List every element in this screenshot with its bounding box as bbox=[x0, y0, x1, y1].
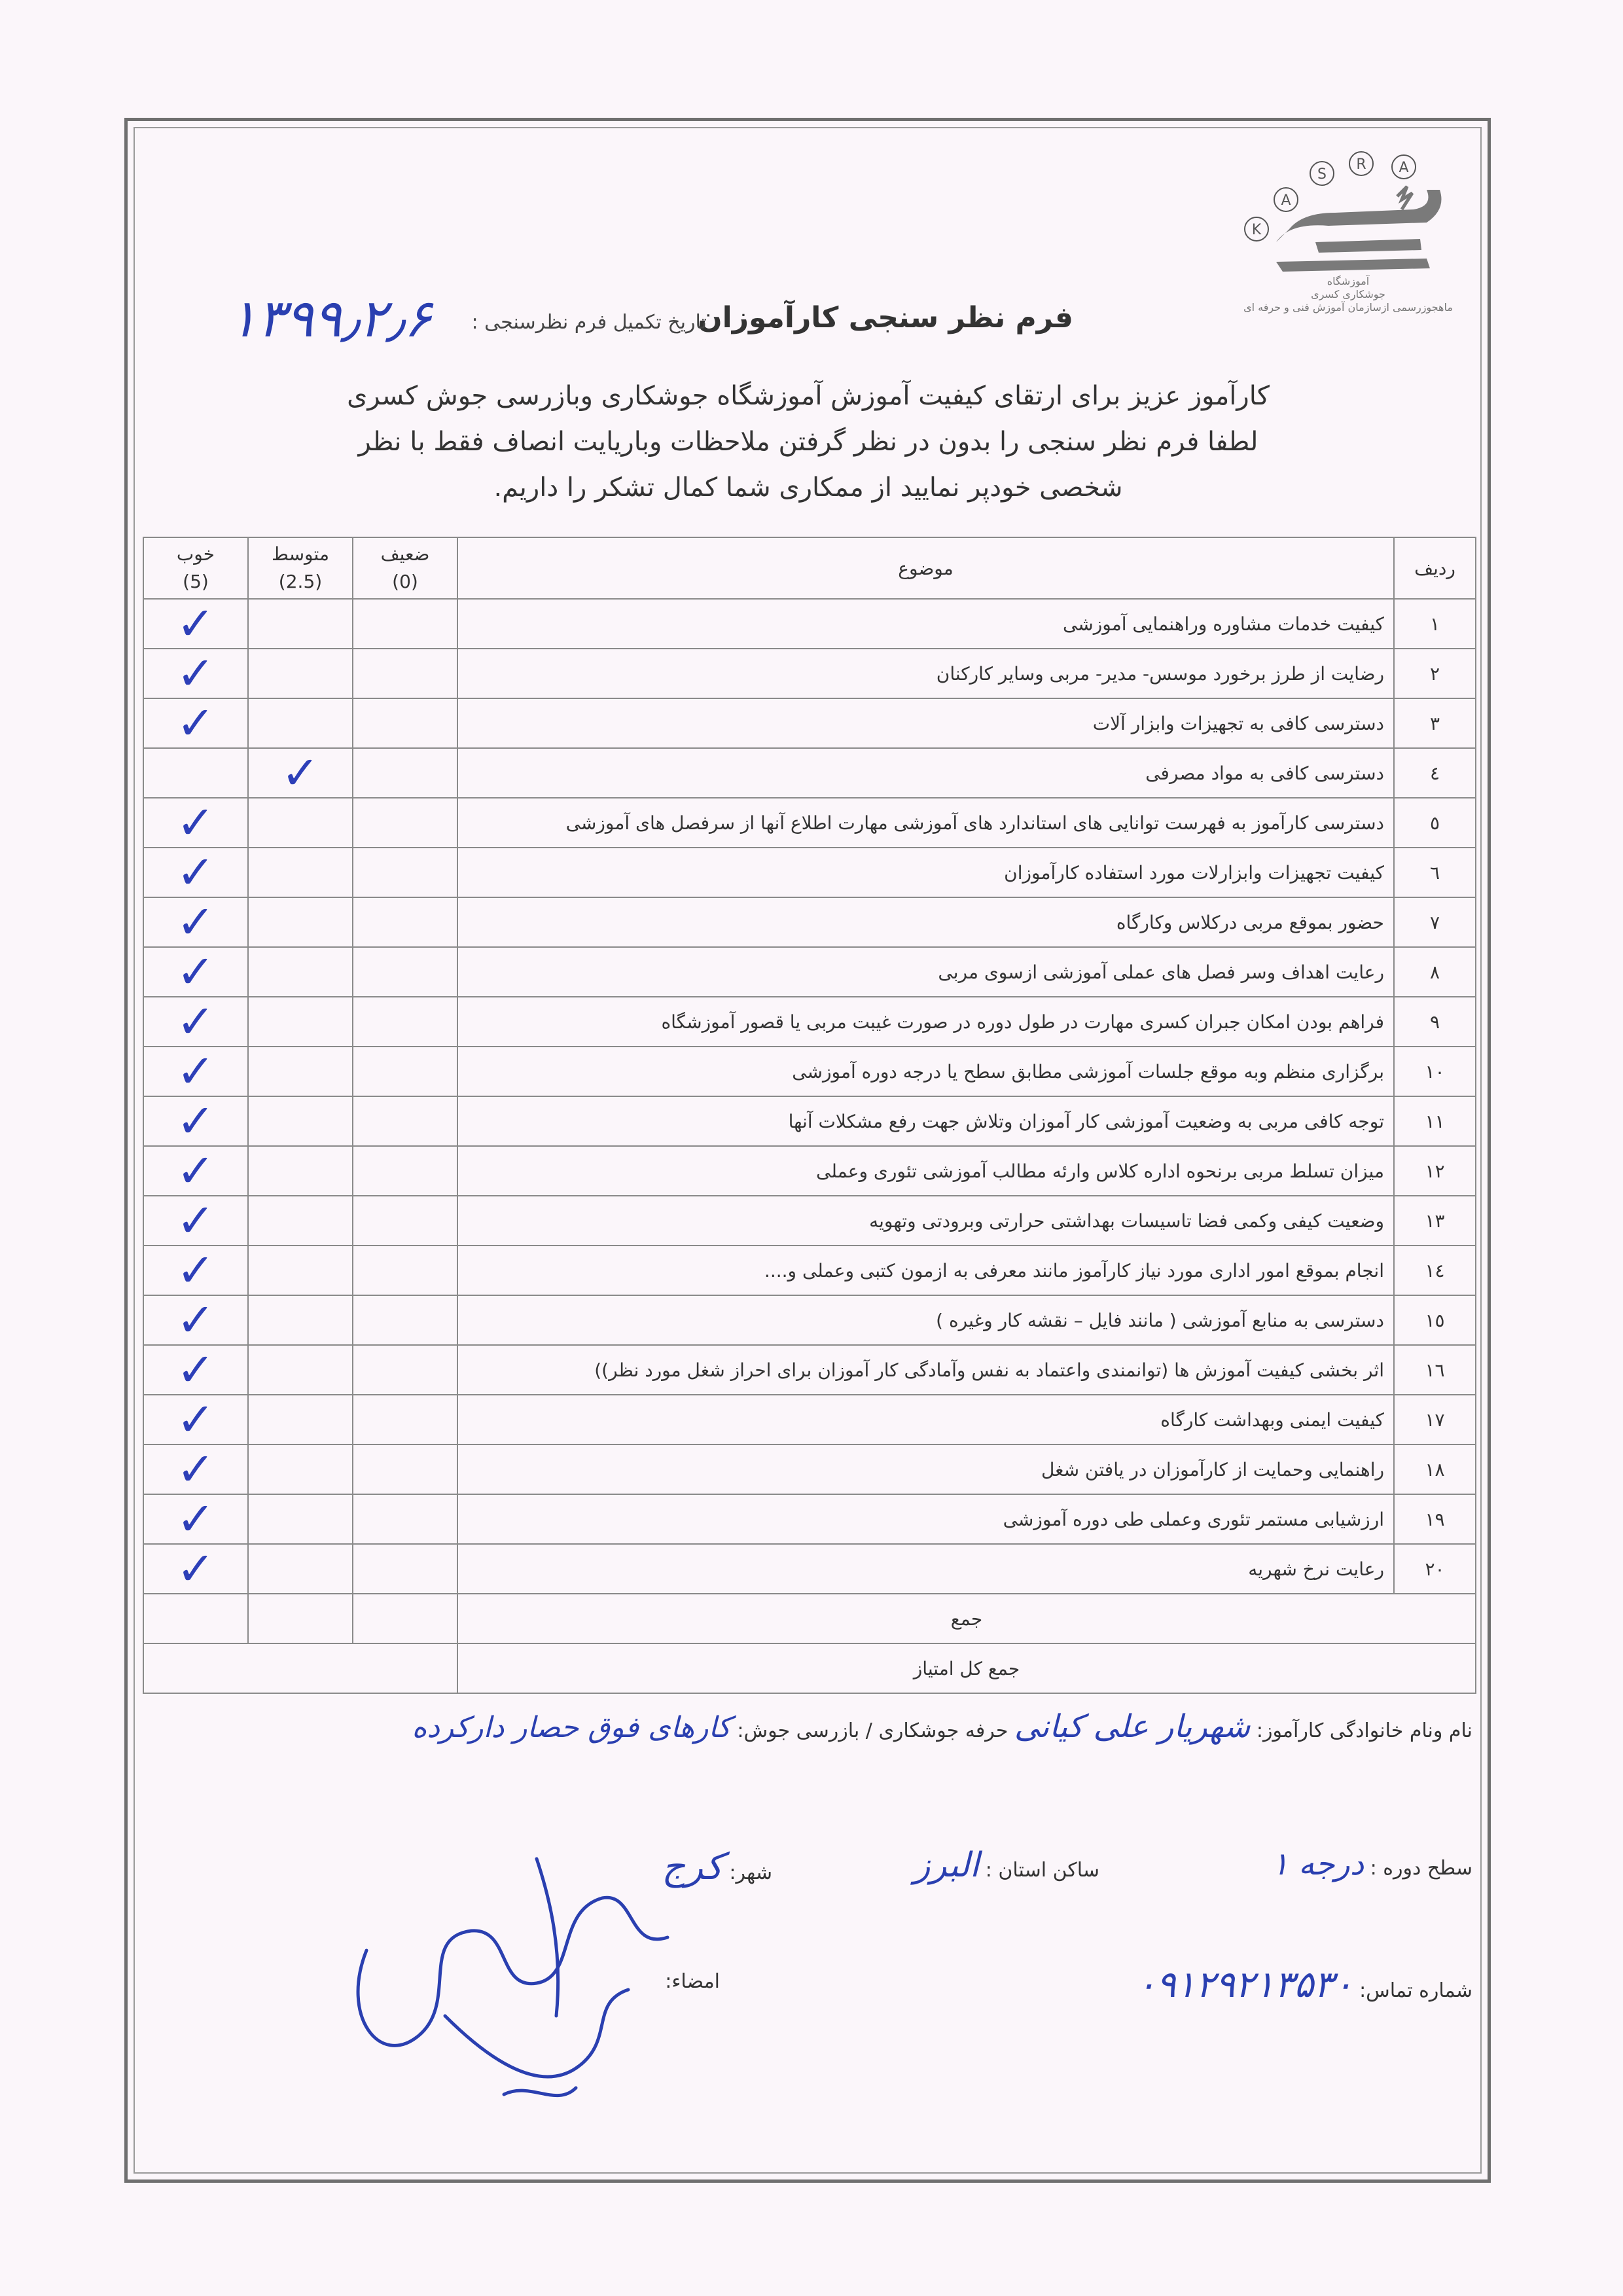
phone-field bbox=[1137, 1964, 1472, 2006]
form-title: فرم نظر سنجی کارآموزان bbox=[698, 301, 1073, 334]
check-mark-icon: ✓ bbox=[176, 1442, 215, 1496]
check-mark-icon: ✓ bbox=[176, 1243, 215, 1297]
row-topic: برگزاری منظم وبه موقع جلسات آموزشی مطابق سطح یا درجه دوره آموزشی bbox=[457, 1047, 1394, 1096]
check-mark-icon: ✓ bbox=[176, 1193, 215, 1247]
check-mark-icon: ✓ bbox=[176, 845, 215, 899]
rating-cell-good[interactable] bbox=[143, 1295, 248, 1345]
header-weak-label: ضعیف bbox=[380, 543, 430, 565]
rating-cell-weak[interactable] bbox=[353, 1096, 457, 1146]
rating-cell-medium[interactable] bbox=[248, 599, 353, 649]
rating-cell-good[interactable] bbox=[143, 1044, 248, 1098]
rating-cell-good[interactable] bbox=[143, 1444, 248, 1494]
row-number: ۱۸ bbox=[1394, 1444, 1476, 1494]
table-row bbox=[143, 698, 1476, 748]
rating-cell-medium[interactable] bbox=[248, 798, 353, 848]
row-topic: اثر بخشی کیفیت آموزش ها (توانمندی واعتماد به نفس وآمادگی کار آموزان برای احراز شغل مورد نظر)) bbox=[457, 1345, 1394, 1395]
table-row bbox=[143, 1494, 1476, 1544]
check-mark-icon: ✓ bbox=[176, 1094, 215, 1148]
rating-cell-medium[interactable] bbox=[248, 1295, 353, 1345]
check-mark-icon: ✓ bbox=[176, 696, 215, 750]
province-field bbox=[914, 1846, 1099, 1885]
row-number: ۱۱ bbox=[1394, 1096, 1476, 1146]
table-row bbox=[143, 798, 1476, 848]
sum-medium-cell bbox=[248, 1594, 353, 1643]
rating-cell-good[interactable] bbox=[143, 646, 248, 700]
rating-cell-good[interactable] bbox=[143, 1494, 248, 1544]
row-number: ۱۳ bbox=[1394, 1196, 1476, 1246]
header-weak bbox=[353, 537, 457, 599]
table-row bbox=[143, 1544, 1476, 1594]
row-topic: دسترسی کافی به تجهیزات وابزار آلات bbox=[457, 698, 1394, 748]
rating-cell-weak[interactable] bbox=[353, 1146, 457, 1196]
header-num: ردیف bbox=[1394, 537, 1476, 599]
row-topic: رعایت اهداف وسر فصل های عملی آموزشی ازسوی مربی bbox=[457, 947, 1394, 997]
sum-row bbox=[143, 1594, 1476, 1643]
table-row bbox=[143, 1246, 1476, 1295]
row-topic: توجه کافی مربی به وضعیت آموزشی کار آموزان وتلاش جهت رفع مشکلات آنها bbox=[457, 1096, 1394, 1146]
row-topic: راهنمایی وحمایت از کارآموزان در یافتن شغل bbox=[457, 1444, 1394, 1494]
survey-table bbox=[143, 537, 1476, 1694]
table-row bbox=[143, 1395, 1476, 1444]
table-row bbox=[143, 649, 1476, 698]
table-row bbox=[143, 897, 1476, 947]
rating-cell-good[interactable] bbox=[143, 1243, 248, 1297]
logo-caption-line2: جوشکاری کسری bbox=[1311, 288, 1385, 300]
header-medium-label: متوسط bbox=[272, 543, 329, 565]
logo-spark bbox=[1397, 187, 1412, 209]
rating-cell-medium[interactable] bbox=[248, 1544, 353, 1594]
rating-cell-good[interactable] bbox=[143, 897, 248, 947]
rating-cell-weak[interactable] bbox=[353, 1494, 457, 1544]
rating-cell-weak[interactable] bbox=[353, 599, 457, 649]
province-label: ساکن استان : bbox=[985, 1859, 1099, 1882]
rating-cell-good[interactable] bbox=[143, 795, 248, 850]
date-label: تاریخ تکمیل فرم نظرسنجی : bbox=[471, 311, 707, 334]
province-value: البرز bbox=[914, 1846, 980, 1885]
logo-letter-circles bbox=[1245, 152, 1416, 241]
row-number: ٥ bbox=[1394, 798, 1476, 848]
name-value: شهریار علی کیانی bbox=[1014, 1708, 1251, 1745]
rating-cell-medium[interactable] bbox=[248, 649, 353, 698]
row-topic: دسترسی کارآموز به فهرست توانایی های استاندارد های آموزشی مهارت اطلاع آنها از سرفصل های آموزشی bbox=[457, 798, 1394, 848]
rating-cell-good[interactable] bbox=[143, 1392, 248, 1446]
rating-cell-weak[interactable] bbox=[353, 897, 457, 947]
header-weak-score: (0) bbox=[392, 571, 418, 592]
row-topic: رضایت از طرز برخورد موسس- مدیر- مربی وسایر کارکنان bbox=[457, 649, 1394, 698]
total-value-cell bbox=[143, 1643, 457, 1693]
table-header-row bbox=[143, 537, 1476, 599]
row-topic: وضعیت کیفی وکمی فضا تاسیسات بهداشتی حرارتی وبرودتی وتهویه bbox=[457, 1196, 1394, 1246]
logo-circle-s: S bbox=[1317, 166, 1327, 183]
rating-cell-medium[interactable] bbox=[248, 1047, 353, 1096]
phone-value: ۰۹۱۲۹۲۱۳۵۳۰ bbox=[1136, 1964, 1353, 2006]
header-topic: موضوع bbox=[457, 537, 1394, 599]
row-number: ۷ bbox=[1394, 897, 1476, 947]
header-medium bbox=[248, 537, 353, 599]
row-topic: کیفیت تجهیزات وابزارلات مورد استفاده کارآموزان bbox=[457, 848, 1394, 897]
row-number: ۱۰ bbox=[1394, 1047, 1476, 1096]
row-number: ۱ bbox=[1394, 599, 1476, 649]
rating-cell-medium[interactable] bbox=[248, 1096, 353, 1146]
table-row bbox=[143, 997, 1476, 1047]
check-mark-icon: ✓ bbox=[176, 1143, 215, 1198]
phone-label: شماره تماس: bbox=[1359, 1979, 1472, 2002]
row-number: ۱۲ bbox=[1394, 1146, 1476, 1196]
title-row bbox=[131, 288, 1479, 347]
intro-text bbox=[151, 373, 1466, 511]
row-number: ۲ bbox=[1394, 649, 1476, 698]
rating-cell-weak[interactable] bbox=[353, 1196, 457, 1246]
total-label: جمع کل امتیاز bbox=[457, 1643, 1476, 1693]
row-number: ۱٦ bbox=[1394, 1345, 1476, 1395]
logo-circle-a2: A bbox=[1399, 160, 1409, 176]
logo-circle-k: K bbox=[1251, 222, 1262, 238]
table-row bbox=[143, 1295, 1476, 1345]
row-topic: رعایت نرخ شهریه bbox=[457, 1544, 1394, 1594]
table-row bbox=[143, 848, 1476, 897]
row-number: ۱٥ bbox=[1394, 1295, 1476, 1345]
sum-good-cell bbox=[143, 1594, 248, 1643]
rating-cell-good[interactable] bbox=[143, 748, 248, 798]
rating-cell-medium[interactable] bbox=[248, 1494, 353, 1544]
check-mark-icon: ✓ bbox=[176, 1492, 215, 1546]
rating-cell-good[interactable] bbox=[143, 994, 248, 1049]
header-good-label: خوب bbox=[176, 543, 215, 565]
rating-cell-good[interactable] bbox=[143, 1143, 248, 1198]
rating-cell-medium[interactable] bbox=[248, 1246, 353, 1295]
logo-circle-a1: A bbox=[1281, 192, 1291, 209]
rating-cell-weak[interactable] bbox=[353, 798, 457, 848]
city-label: شهر: bbox=[729, 1861, 772, 1884]
table-row bbox=[143, 1146, 1476, 1196]
header-good-score: (5) bbox=[183, 571, 209, 592]
level-label: سطح دوره : bbox=[1370, 1857, 1472, 1880]
rating-cell-good[interactable] bbox=[143, 1541, 248, 1596]
date-value: ۱۳۹۹٫۲٫۶ bbox=[229, 288, 432, 349]
table-row bbox=[143, 1196, 1476, 1246]
rating-cell-weak[interactable] bbox=[353, 649, 457, 698]
rating-cell-medium[interactable] bbox=[248, 1146, 353, 1196]
check-mark-icon: ✓ bbox=[176, 646, 215, 700]
row-number: ۹ bbox=[1394, 997, 1476, 1047]
row-number: ۲۰ bbox=[1394, 1544, 1476, 1594]
row-topic: فراهم بودن امکان جبران کسری مهارت در طول دوره در صورت غیبت مربی یا قصور آموزشگاه bbox=[457, 997, 1394, 1047]
row-topic: میزان تسلط مربی برنحوه اداره کلاس وارئه مطالب آموزشی تئوری وعملی bbox=[457, 1146, 1394, 1196]
sum-weak-cell bbox=[353, 1594, 457, 1643]
row-number: ۸ bbox=[1394, 947, 1476, 997]
header-medium-score: (2.5) bbox=[278, 571, 323, 592]
rating-cell-weak[interactable] bbox=[353, 947, 457, 997]
row-number: ٤ bbox=[1394, 748, 1476, 798]
check-mark-icon: ✓ bbox=[281, 745, 320, 800]
row-topic: کیفیت خدمات مشاوره وراهنمایی آموزشی bbox=[457, 599, 1394, 649]
rating-cell-weak[interactable] bbox=[353, 748, 457, 798]
handwritten-signature bbox=[340, 1820, 733, 2134]
rating-cell-weak[interactable] bbox=[353, 1345, 457, 1395]
check-mark-icon: ✓ bbox=[176, 994, 215, 1049]
rating-cell-good[interactable] bbox=[143, 944, 248, 999]
rating-cell-good[interactable] bbox=[143, 698, 248, 748]
rating-cell-good[interactable] bbox=[143, 1096, 248, 1146]
row-topic: ارزشیابی مستمر تئوری وعملی طی دوره آموزشی bbox=[457, 1494, 1394, 1544]
intro-line-1: کارآموز عزیز برای ارتقای کیفیت آموزش آموزشگاه جوشکاری وبازرسی جوش کسری bbox=[347, 381, 1270, 411]
rating-cell-medium[interactable] bbox=[248, 947, 353, 997]
rating-cell-good[interactable] bbox=[143, 845, 248, 899]
check-mark-icon: ✓ bbox=[176, 944, 215, 999]
check-mark-icon: ✓ bbox=[176, 1342, 215, 1397]
row-topic: دسترسی کافی به مواد مصرفی bbox=[457, 748, 1394, 798]
row-number: ۱۷ bbox=[1394, 1395, 1476, 1444]
trade-value: کارهای فوق حصار دارکرده bbox=[412, 1711, 731, 1744]
survey-body bbox=[143, 596, 1476, 1596]
logo-circle-r: R bbox=[1356, 156, 1366, 173]
table-row bbox=[143, 1096, 1476, 1146]
row-number: ٦ bbox=[1394, 848, 1476, 897]
rating-cell-weak[interactable] bbox=[353, 1544, 457, 1594]
rating-cell-weak[interactable] bbox=[353, 1295, 457, 1345]
check-mark-icon: ✓ bbox=[176, 1044, 215, 1098]
rating-cell-medium[interactable] bbox=[248, 1345, 353, 1395]
rating-cell-weak[interactable] bbox=[353, 848, 457, 897]
logo-caption-line1: آموزشگاه bbox=[1327, 275, 1370, 287]
intro-line-3: شخصی خودپر نمایید از ممکاری شما کمال تشکر را داریم. bbox=[493, 473, 1123, 503]
level-value: درجه ۱ bbox=[1272, 1846, 1364, 1882]
name-label: نام ونام خانوادگی کارآموز: bbox=[1256, 1719, 1472, 1742]
check-mark-icon: ✓ bbox=[176, 596, 215, 651]
rating-cell-medium[interactable] bbox=[248, 897, 353, 947]
check-mark-icon: ✓ bbox=[176, 1293, 215, 1347]
table-row bbox=[143, 1345, 1476, 1395]
logo-caption-line3: ماهجوزرسمی ازسازمان آموزش فنی و حرفه ای bbox=[1243, 301, 1453, 314]
total-row bbox=[143, 1643, 1476, 1693]
rating-cell-weak[interactable] bbox=[353, 698, 457, 748]
rating-cell-medium[interactable] bbox=[248, 848, 353, 897]
table-row bbox=[143, 1444, 1476, 1494]
rating-cell-medium[interactable] bbox=[248, 1196, 353, 1246]
logo-mark bbox=[1276, 190, 1442, 272]
row-topic: کیفیت ایمنی وبهداشت کارگاه bbox=[457, 1395, 1394, 1444]
rating-cell-good[interactable] bbox=[143, 1342, 248, 1397]
check-mark-icon: ✓ bbox=[176, 795, 215, 850]
rating-cell-weak[interactable] bbox=[353, 1444, 457, 1494]
rating-cell-medium[interactable] bbox=[248, 698, 353, 748]
rating-cell-medium[interactable] bbox=[248, 1395, 353, 1444]
intro-line-2: لطفا فرم نظر سنجی را بدون در نظر گرفتن ملاحظات وباریایت انصاف فقط با نظر bbox=[358, 427, 1258, 457]
table-row bbox=[143, 1047, 1476, 1096]
rating-cell-weak[interactable] bbox=[353, 997, 457, 1047]
rating-cell-medium[interactable] bbox=[248, 997, 353, 1047]
row-number: ۱٤ bbox=[1394, 1246, 1476, 1295]
rating-cell-weak[interactable] bbox=[353, 1047, 457, 1096]
check-mark-icon: ✓ bbox=[176, 1392, 215, 1446]
row-topic: حضور بموقع مربی درکلاس وکارگاه bbox=[457, 897, 1394, 947]
table-row bbox=[143, 947, 1476, 997]
city-value: کرج bbox=[662, 1846, 723, 1888]
sign-label: امضاء: bbox=[665, 1970, 720, 1993]
sum-label: جمع bbox=[457, 1594, 1476, 1643]
name-field bbox=[412, 1708, 1472, 1745]
row-topic: انجام بموقع امور اداری مورد نیاز کارآموز مانند معرفی به ازمون کتبی وعملی و.... bbox=[457, 1246, 1394, 1295]
rating-cell-good[interactable] bbox=[143, 1193, 248, 1247]
rating-cell-weak[interactable] bbox=[353, 1395, 457, 1444]
row-number: ۳ bbox=[1394, 698, 1476, 748]
row-number: ۱۹ bbox=[1394, 1494, 1476, 1544]
row-topic: دسترسی به منابع آموزشی ( مانند فایل – نقشه کار وغیره ) bbox=[457, 1295, 1394, 1345]
rating-cell-good[interactable] bbox=[143, 596, 248, 651]
header-good bbox=[143, 537, 248, 599]
check-mark-icon: ✓ bbox=[176, 895, 215, 949]
trade-label: حرفه جوشکاری / بازرسی جوش: bbox=[737, 1719, 1008, 1742]
rating-cell-medium[interactable] bbox=[248, 745, 353, 800]
rating-cell-medium[interactable] bbox=[248, 1444, 353, 1494]
rating-cell-weak[interactable] bbox=[353, 1246, 457, 1295]
table-row bbox=[143, 599, 1476, 649]
level-field bbox=[1272, 1846, 1472, 1882]
check-mark-icon: ✓ bbox=[176, 1541, 215, 1596]
table-row bbox=[143, 748, 1476, 798]
